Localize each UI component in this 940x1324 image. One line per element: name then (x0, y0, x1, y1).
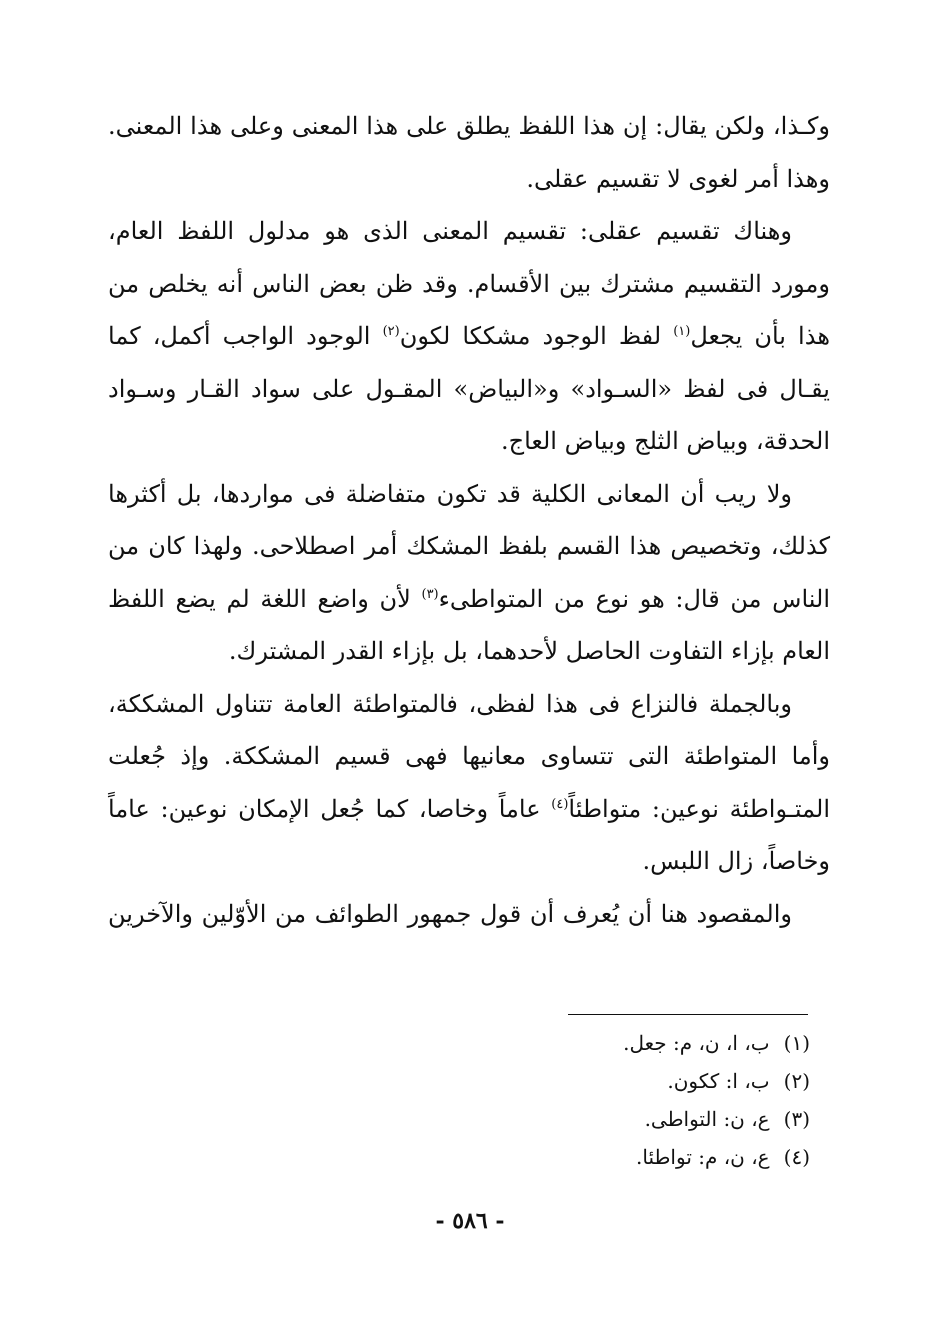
paragraph-2-part-3: الوجود الواجب أكمل، كما يقـال فى لفظ «السـواد» و«البياض» المقـول على سواد القـار وسـواد الحدقة، وبياض الثلج وبياض العاج. (108, 322, 830, 455)
footnote-1-text: ب، ا، ن، م: جعل. (623, 1031, 770, 1055)
footnote-1-number: (١) (783, 1031, 810, 1055)
paragraph-5-text: والمقصود هنا أن يُعرف أن قول جمهور الطوائف من الأوّلين والآخرين (108, 899, 792, 928)
footnote-ref-3: (٣) (421, 586, 439, 602)
footnotes-list (390, 1024, 810, 1176)
footnote-ref-4: (٤) (551, 796, 569, 812)
paragraph-1 (108, 100, 830, 205)
footnote-3-number: (٣) (783, 1107, 810, 1131)
footnote-4 (390, 1138, 810, 1176)
paragraph-1-text: وكـذا، ولكن يقال: إن هذا اللفظ يطلق على هذا المعنى وعلى هذا المعنى. وهذا أمر لغوى لا تقسيم عقلى. (108, 112, 830, 193)
paragraph-2 (108, 205, 830, 468)
paragraph-4 (108, 678, 830, 888)
paragraph-4-part-2: عاماً وخاصا، كما جُعل الإمكان نوعين: عاماً وخاصاً، زال اللبس. (108, 794, 830, 875)
footnote-3-text: ع، ن: التواطى. (644, 1107, 770, 1131)
footnote-4-number: (٤) (783, 1145, 810, 1169)
footnote-2 (390, 1062, 810, 1100)
paragraph-2-part-1: وهناك تقسيم عقلى: تقسيم المعنى الذى هو مدلول اللفظ العام، ومورد التقسيم مشترك بين الأقسام. وقد ظن بعض الناس أنه يخلص من هذا بأن يجعل (108, 217, 830, 350)
footnote-divider (568, 1014, 808, 1015)
paragraph-3-part-2: لأن واضع اللغة لم يضع اللفظ العام بإزاء التفاوت الحاصل لأحدهما، بل بإزاء القدر المشترك. (108, 584, 830, 665)
footnote-ref-2: (٢) (382, 324, 400, 339)
paragraph-3-part-1: ولا ريب أن المعانى الكلية قد تكون متفاضلة فى مواردها، بل أكثرها كذلك، وتخصيص هذا القسم بلفظ المشكك أمر اصطلاحى. ولهذا كان من الناس من قال: هو نوع من المتواطىء (108, 479, 830, 613)
footnote-2-text: ب، ا: ككون. (667, 1069, 770, 1093)
footnote-4-text: ع، ن، م: تواطئا. (636, 1145, 770, 1169)
paragraph-5 (108, 888, 830, 941)
footnote-2-number: (٢) (783, 1069, 810, 1093)
page-number: - ٥٨٦ - (435, 1208, 505, 1234)
paragraph-4-part-1: وبالجملة فالنزاع فى هذا لفظى، فالمتواطئة العامة تتناول المشككة، وأما المتواطئة التى تتساوى معانيها فهى قسيم المشككة. وإذ جُعلت المتـواطئة نوعين: متواطئاً (108, 689, 830, 823)
main-text (108, 100, 830, 940)
paragraph-2-part-2: لفظ الوجود مشككا لكون (399, 322, 662, 350)
footnote-3 (390, 1100, 810, 1138)
paragraph-3 (108, 468, 830, 678)
footnote-1 (390, 1024, 810, 1062)
footnote-ref-1: (١) (673, 324, 691, 339)
